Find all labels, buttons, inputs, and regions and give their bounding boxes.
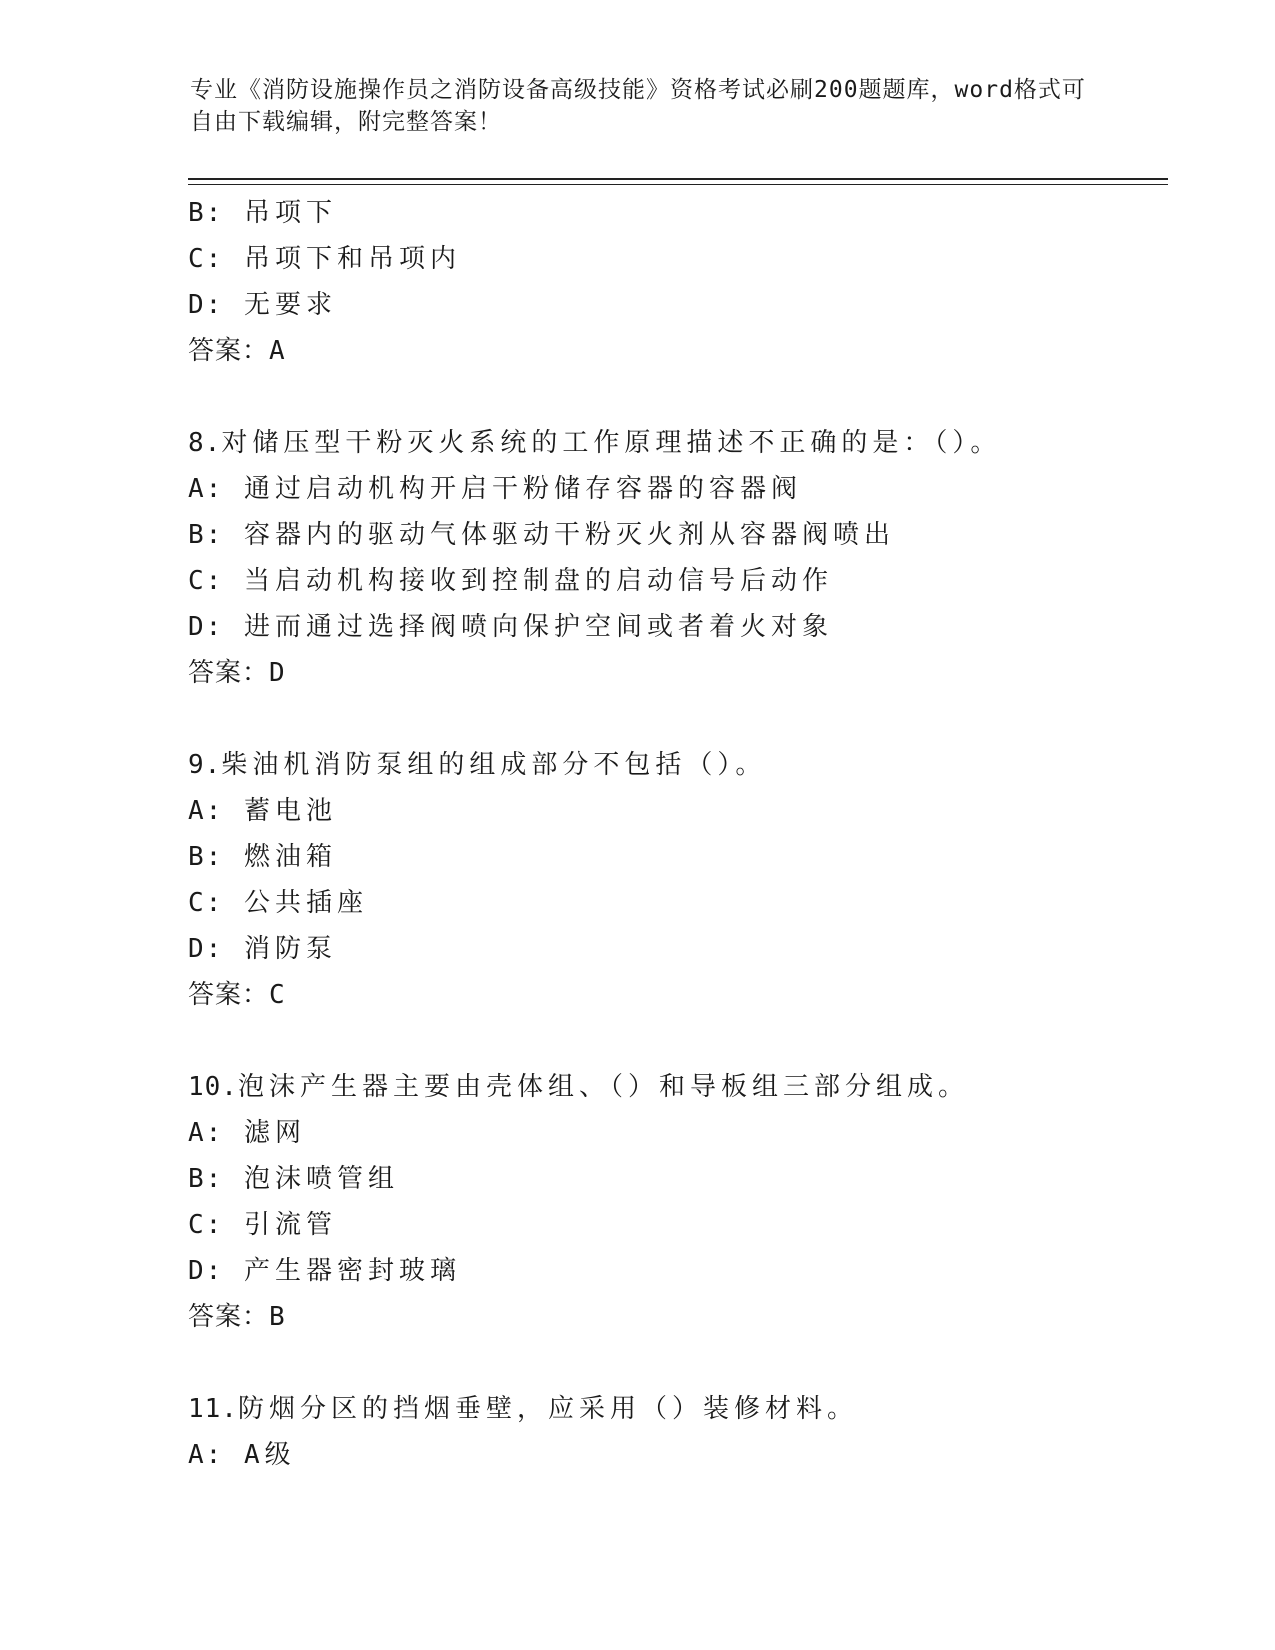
option-d: D: 无要求 xyxy=(188,290,337,320)
option-c: C: 引流管 xyxy=(188,1210,337,1240)
question-stem: 9.柴油机消防泵组的组成部分不包括（）。 xyxy=(188,750,767,780)
answer-line: 答案：D xyxy=(188,658,286,688)
option-a: A: 蓄电池 xyxy=(188,796,337,826)
question-stem: 10.泡沫产生器主要由壳体组、（）和导板组三部分组成。 xyxy=(188,1072,969,1102)
answer-line: 答案：A xyxy=(188,336,286,366)
option-c: C: 吊项下和吊项内 xyxy=(188,244,461,274)
question-stem: 8.对储压型干粉灭火系统的工作原理描述不正确的是：（）。 xyxy=(188,428,1002,458)
answer-line: 答案：C xyxy=(188,980,286,1010)
question-stem: 11.防烟分区的挡烟垂壁，应采用（）装修材料。 xyxy=(188,1394,858,1424)
page-header: 专业《消防设施操作员之消防设备高级技能》资格考试必刷200题题库，word格式可自由下载编辑，附完整答案！ xyxy=(190,77,1086,135)
option-b: B: 燃油箱 xyxy=(188,842,337,872)
answer-line: 答案：B xyxy=(188,1302,286,1332)
header-divider-thin xyxy=(188,184,1168,185)
header-divider-thick xyxy=(188,178,1168,180)
option-d: D: 进而通过选择阀喷向保护空间或者着火对象 xyxy=(188,612,833,642)
option-c: C: 公共插座 xyxy=(188,888,368,918)
question-list xyxy=(188,190,1168,1478)
option-c: C: 当启动机构接收到控制盘的启动信号后动作 xyxy=(188,566,833,596)
option-b: B: 吊项下 xyxy=(188,198,337,228)
option-a: A: 通过启动机构开启干粉储存容器的容器阀 xyxy=(188,474,802,504)
option-a: A: A级 xyxy=(188,1440,296,1470)
option-a: A: 滤网 xyxy=(188,1118,306,1148)
option-b: B: 容器内的驱动气体驱动干粉灭火剂从容器阀喷出 xyxy=(188,520,895,550)
option-d: D: 消防泵 xyxy=(188,934,337,964)
option-d: D: 产生器密封玻璃 xyxy=(188,1256,461,1286)
option-b: B: 泡沫喷管组 xyxy=(188,1164,399,1194)
